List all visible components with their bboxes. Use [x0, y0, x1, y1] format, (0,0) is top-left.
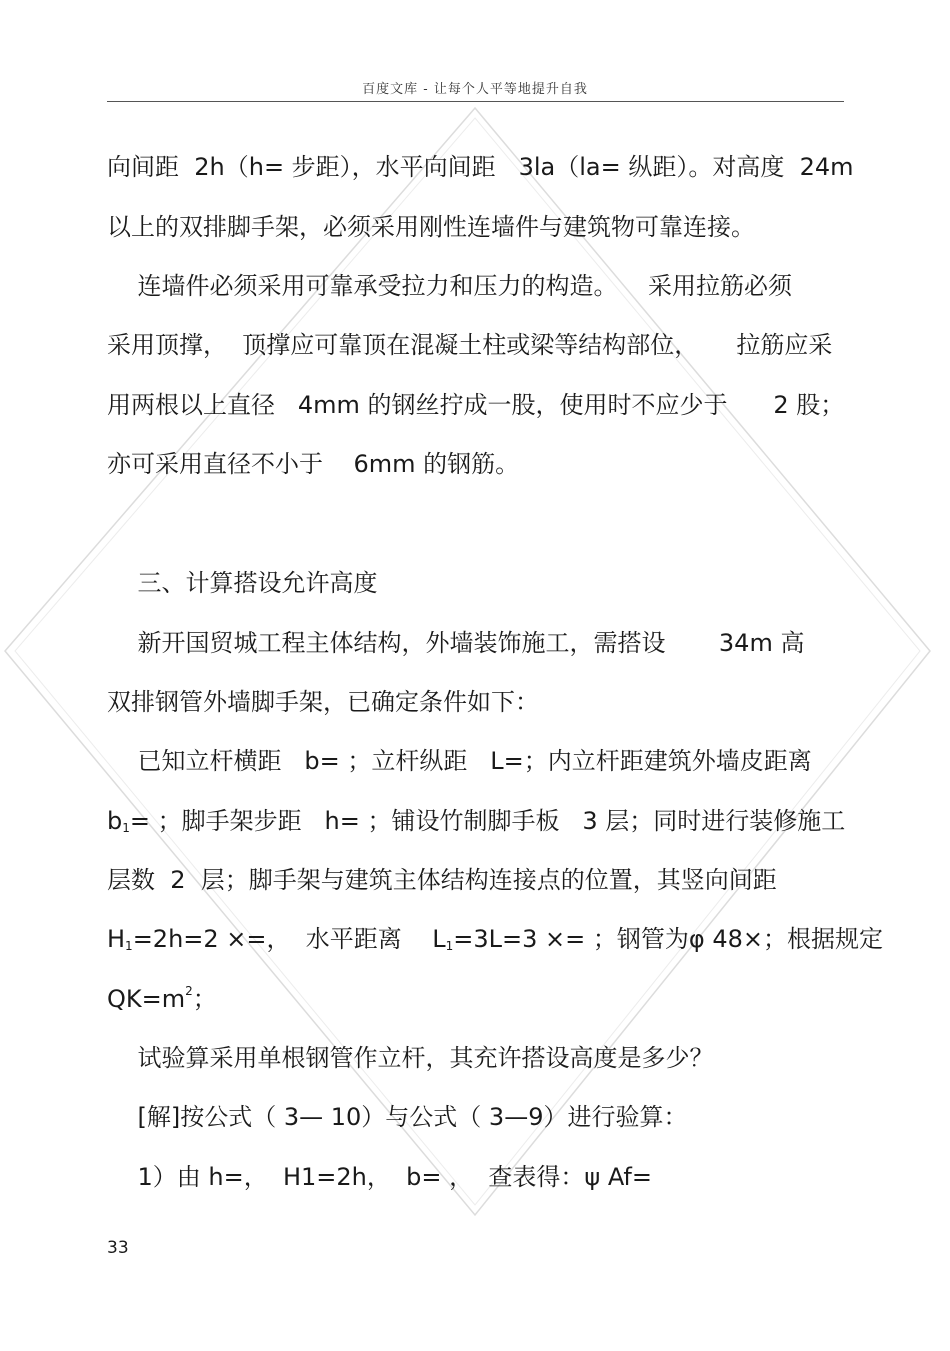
subscript: 1	[125, 939, 133, 953]
text-segment: H	[107, 925, 126, 953]
text-line: 已知立杆横距 b= ；立杆纵距 L=；内立杆距建筑外墙皮距离	[107, 747, 812, 775]
header-site: 百度文库	[362, 82, 419, 97]
text-line: [解]按公式（ 3— 10）与公式（ 3—9）进行验算：	[107, 1103, 688, 1131]
text-line	[107, 804, 845, 842]
text-segment: b	[107, 807, 123, 835]
header-slogan: 让每个人平等地提升自我	[433, 82, 588, 97]
text-line: 向间距 2h（h= 步距），水平向间距 3la（la= 纵距）。对高度 24m	[107, 153, 854, 181]
subscript: 1	[445, 939, 454, 953]
text-line: 1）由 h=， H1=2h， b= ， 查表得：ψ Af=	[107, 1163, 652, 1191]
superscript: 2	[185, 984, 193, 998]
text-line	[107, 922, 883, 960]
text-line: 双排钢管外墙脚手架，已确定条件如下：	[107, 688, 539, 716]
page-header	[0, 78, 950, 97]
text-line: 亦可采用直径不小于 6mm 的钢筋。	[107, 450, 520, 478]
text-line: 以上的双排脚手架，必须采用刚性连墙件与建筑物可靠连接。	[107, 213, 755, 241]
text-line: 层数 2 层；脚手架与建筑主体结构连接点的位置，其竖向间距	[107, 866, 777, 894]
header-separator: -	[418, 82, 434, 97]
text-segment: =2h=2 ×=， 水平距离 L	[132, 925, 446, 953]
text-line: 采用顶撑， 顶撑应可靠顶在混凝土柱或梁等结构部位， 拉筋应采	[107, 331, 833, 359]
section-heading: 三、计算搭设允许高度	[107, 569, 378, 597]
text-line	[107, 982, 217, 1020]
text-segment: ；	[192, 985, 217, 1013]
text-segment: = ；脚手架步距 h= ；铺设竹制脚手板 3 层；同时进行装修施工	[129, 807, 846, 835]
text-segment: QK=m	[107, 985, 186, 1013]
text-line: 试验算采用单根钢管作立杆，其充许搭设高度是多少？	[107, 1044, 714, 1072]
text-line: 新开国贸城工程主体结构，外墙装饰施工，需搭设 34m 高	[107, 629, 805, 657]
text-line: 用两根以上直径 4mm 的钢丝拧成一股，使用时不应少于 2 股；	[107, 391, 845, 419]
text-line: 连墙件必须采用可靠承受拉力和压力的构造。 采用拉筋必须	[107, 272, 793, 300]
subscript: 1	[122, 821, 130, 835]
text-segment: =3L=3 ×= ；钢管为φ 48×；根据规定	[453, 925, 884, 953]
header-divider	[107, 101, 844, 102]
page-number: 33	[107, 1238, 129, 1258]
